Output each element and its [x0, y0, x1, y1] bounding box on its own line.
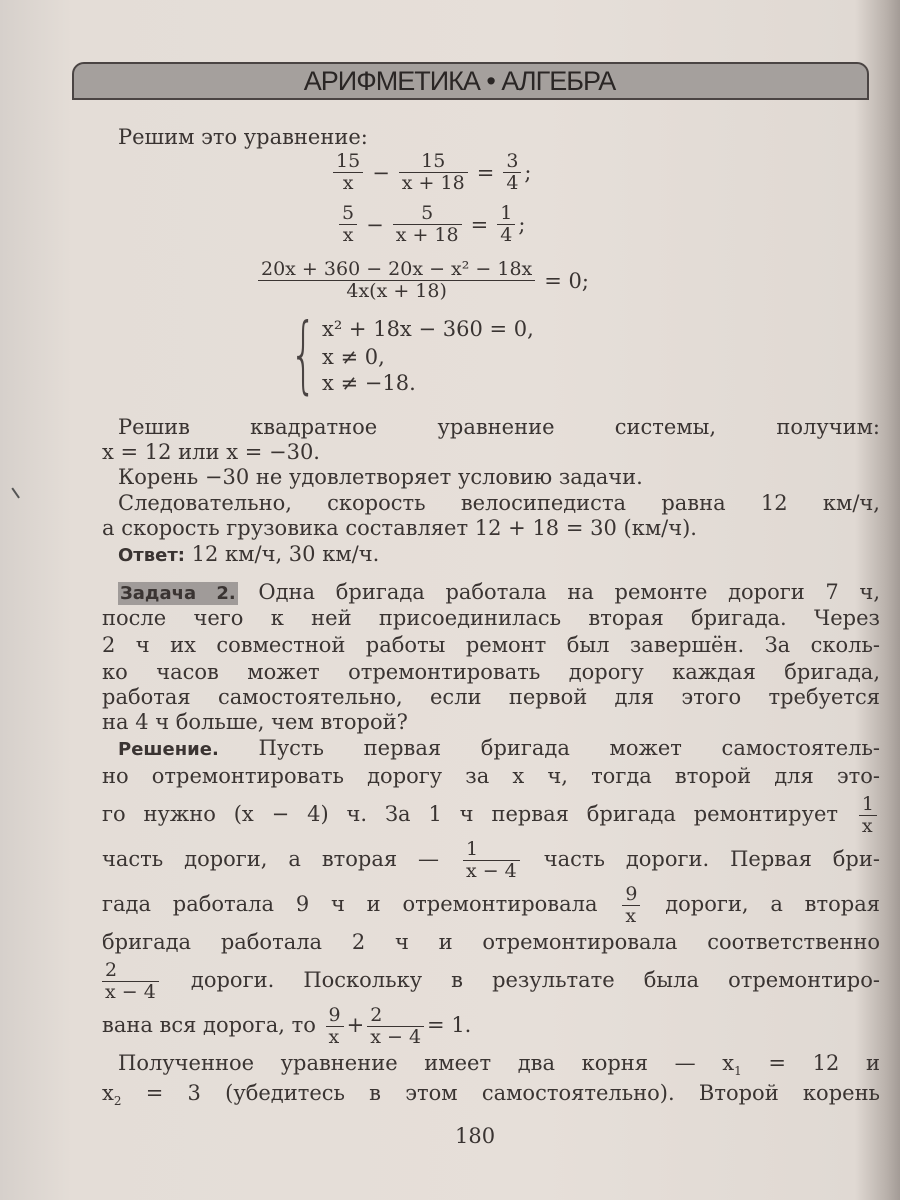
text-segment: x: [102, 1081, 114, 1105]
numerator: 9: [622, 885, 640, 906]
numerator: 1: [463, 840, 520, 861]
text-line: [102, 959, 880, 1003]
numerator: 3: [503, 152, 521, 173]
text-segment: часть дороги, а вторая —: [102, 847, 440, 871]
solution-line: [102, 735, 880, 761]
system-line: x² + 18x − 360 = 0,: [322, 317, 534, 341]
text-line: [102, 838, 880, 882]
text-segment: часть дороги. Первая бри-: [543, 847, 880, 871]
solution-text: Пусть первая бригада может самостоятель-: [218, 736, 880, 760]
operator: −: [372, 160, 390, 185]
text-segment: вана вся дорога, то: [102, 1013, 316, 1037]
denominator: x: [328, 1026, 340, 1048]
text-line: [102, 1004, 880, 1048]
answer-label: Ответ:: [118, 545, 185, 566]
numerator: 9: [326, 1006, 344, 1027]
equation-1: [330, 152, 531, 193]
section-header: [72, 62, 869, 100]
text-line: а скорость грузовика составляет 12 + 18 = 30 (км/ч).: [102, 516, 697, 540]
denominator: x − 4: [370, 1026, 422, 1048]
task-label: Задача 2.: [120, 583, 236, 604]
task-text: Одна бригада работала на ремонте дороги 7 ч,: [237, 580, 880, 604]
denominator: x + 18: [395, 224, 459, 246]
brace-icon: {: [290, 305, 317, 403]
denominator: 4: [506, 172, 519, 194]
numerator: 15: [333, 152, 363, 173]
text-line: работая самостоятельно, если первой для этого требуется: [102, 685, 880, 709]
numerator: 20x + 360 − 20x − x² − 18x: [258, 260, 535, 281]
text-segment: = 1.: [427, 1013, 472, 1037]
text-segment: гада работала 9 ч и отремонтировала: [102, 892, 598, 916]
text-line: после чего к ней присоединилась вторая бригада. Через: [102, 606, 880, 630]
operator: +: [346, 1013, 365, 1037]
denominator: x: [342, 172, 354, 194]
numerator: 5: [339, 204, 357, 225]
numerator: 5: [393, 204, 462, 225]
right-hand-side: = 0;: [544, 268, 589, 293]
numerator: 2: [367, 1006, 424, 1027]
text-line: Решив квадратное уравнение системы, получим:: [118, 415, 880, 439]
text-line: x = 12 или x = −30.: [102, 440, 320, 464]
text-segment: = 12 и: [741, 1051, 880, 1075]
text-line: на 4 ч больше, чем второй?: [102, 710, 408, 734]
text-segment: го нужно (x − 4) ч. За 1 ч первая бригада ремонтирует: [102, 802, 839, 826]
punctuation: ;: [518, 212, 526, 237]
equation-system: [290, 305, 550, 403]
text-line: [102, 1050, 880, 1079]
denominator: x − 4: [465, 860, 517, 882]
denominator: x: [625, 905, 637, 927]
numerator: 15: [399, 152, 468, 173]
denominator: x + 18: [401, 172, 465, 194]
answer-line: [102, 541, 880, 567]
text-line: Следовательно, скорость велосипедиста равна 12 км/ч,: [118, 491, 880, 515]
denominator: x: [861, 815, 873, 837]
denominator: 4: [500, 224, 513, 246]
text-segment: Полученное уравнение имеет два корня — x: [118, 1051, 735, 1075]
denominator: 4x(x + 18): [346, 280, 447, 302]
operator: =: [470, 212, 489, 237]
text-line: [102, 793, 880, 837]
numerator: 2: [102, 961, 159, 982]
denominator: x: [342, 224, 354, 246]
pen-mark: [11, 484, 25, 499]
text-line: [102, 883, 880, 927]
system-line: x ≠ −18.: [322, 371, 416, 395]
punctuation: ;: [524, 160, 532, 185]
text-segment: дороги, а вторая: [665, 892, 880, 916]
task2-line: [102, 579, 880, 605]
text-line: [102, 1080, 880, 1109]
text-line: бригада работала 2 ч и отремонтировала соответственно: [102, 930, 880, 954]
text-line: Корень −30 не удовлетворяет условию задачи.: [118, 465, 643, 489]
operator: =: [476, 160, 495, 185]
equation-3: [255, 260, 595, 301]
text-segment: дороги. Поскольку в результате была отремонтиро-: [190, 968, 880, 992]
operator: −: [366, 212, 384, 237]
text-line: ко часов может отремонтировать дорогу каждая бригада,: [102, 660, 880, 684]
text-segment: = 3 (убедитесь в этом самостоятельно). Второй корень: [121, 1081, 880, 1105]
solve-intro: Решим это уравнение:: [118, 125, 368, 149]
answer-text: 12 км/ч, 30 км/ч.: [184, 542, 380, 566]
text-line: 2 ч их совместной работы ремонт был завершён. За сколь-: [102, 633, 880, 657]
page-number: 180: [455, 1124, 496, 1148]
equation-2: [336, 204, 525, 245]
numerator: 1: [497, 204, 515, 225]
numerator: 1: [859, 795, 877, 816]
denominator: x − 4: [105, 981, 156, 1003]
text-line: но отремонтировать дорогу за x ч, тогда второй для это-: [102, 764, 880, 788]
section-title: АРИФМЕТИКА • АЛГЕБРА: [303, 66, 616, 96]
subscript: 1: [734, 1064, 742, 1079]
solution-label: Решение.: [118, 739, 219, 760]
system-line: x ≠ 0,: [322, 345, 385, 369]
subscript: 2: [113, 1094, 122, 1109]
